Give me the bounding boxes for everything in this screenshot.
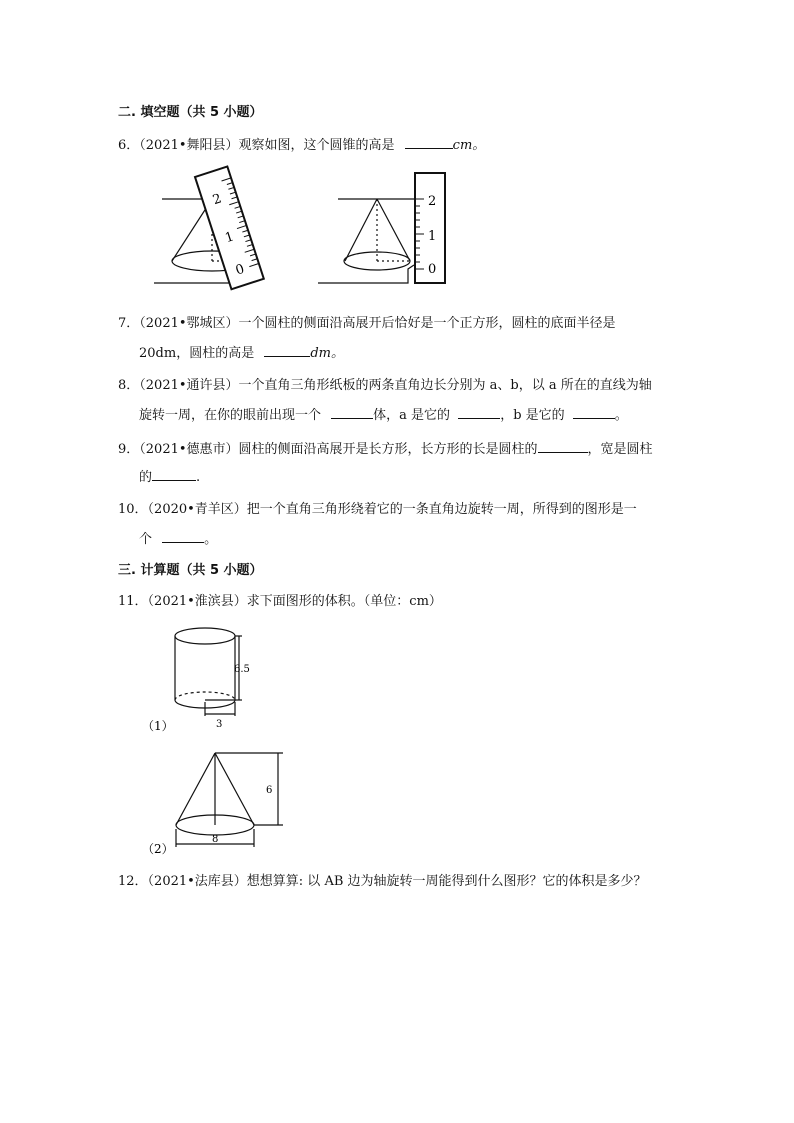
ruler-label: 1 (223, 229, 236, 247)
cylinder-height-label: 6.5 (234, 664, 250, 675)
question-12: 12．（2021•法库县）想想算算: 以 AB 边为轴旋转一周能得到什么图形？它的体积是多少？ (118, 874, 647, 889)
answer-blank[interactable] (458, 406, 500, 419)
section-title-fill-blank: 二. 填空题（共 5 小题） (118, 105, 263, 120)
question-9-line-2 (139, 468, 200, 486)
question-10-text: 个 (139, 532, 153, 547)
question-8-line-1: 8．（2021•通许县）一个直角三角形纸板的两条直角边长分别为 a、b，以 a 所在的直线为轴 (118, 378, 652, 393)
cone-diameter-label: 8 (212, 834, 219, 845)
question-10-text: 。 (204, 532, 218, 547)
section-title-calculation: 三. 计算题（共 5 小题） (118, 563, 263, 578)
cone-height-label: 6 (266, 785, 273, 796)
question-9-text: ，宽是圆柱 (587, 442, 653, 457)
vertical-ruler (415, 173, 445, 283)
ruler-label: 0 (428, 262, 437, 277)
answer-blank[interactable] (331, 406, 373, 419)
question-6 (118, 136, 485, 154)
ruler-label: 1 (428, 229, 437, 244)
question-10-line-2 (139, 530, 217, 548)
answer-blank[interactable] (264, 344, 310, 357)
answer-blank[interactable] (162, 530, 204, 543)
question-9-text: . (196, 470, 201, 485)
figure-label: （1） (142, 719, 174, 733)
answer-blank[interactable] (405, 136, 453, 149)
answer-blank[interactable] (152, 468, 196, 481)
unit: cm。 (452, 138, 486, 153)
ruler-label: 2 (428, 194, 437, 209)
question-6-text: 6．（2021•舞阳县）观察如图，这个圆锥的高是 (118, 138, 395, 153)
question-9-line-1 (118, 440, 653, 458)
question-7-text: 20dm，圆柱的高是 (139, 346, 255, 361)
cone-ruler-figure (140, 165, 460, 295)
question-8-text: 。 (614, 408, 628, 423)
question-7-line-2 (139, 344, 344, 362)
figure-label: （2） (142, 842, 174, 856)
ruler-label: 2 (210, 191, 224, 209)
question-8-text: 旋转一周，在你的眼前出现一个 (139, 408, 322, 423)
question-11: 11．（2021•淮滨县）求下面图形的体积。（单位：cm） (118, 594, 442, 609)
right-cone (318, 199, 420, 283)
question-9-text: 9．（2021•德惠市）圆柱的侧面沿高展开是长方形，长方形的长是圆柱的 (118, 442, 538, 457)
ruler-label: 0 (233, 261, 247, 279)
question-9-text: 的 (139, 470, 153, 485)
question-8-line-2 (139, 406, 628, 424)
answer-blank[interactable] (538, 440, 588, 453)
unit: dm。 (310, 346, 344, 361)
question-10-line-1: 10．（2020•青羊区）把一个直角三角形绕着它的一条直角边旋转一周，所得到的图形是一 (118, 502, 637, 517)
cone-figure (138, 745, 298, 860)
answer-blank[interactable] (573, 406, 615, 419)
cylinder-radius-label: 3 (216, 719, 223, 730)
question-8-text: ，b 是它的 (500, 408, 565, 423)
question-7-line-1: 7．（2021•鄂城区）一个圆柱的侧面沿高展开后恰好是一个正方形，圆柱的底面半径是 (118, 316, 616, 331)
cylinder-figure (138, 620, 278, 735)
question-8-text: 体，a 是它的 (373, 408, 451, 423)
